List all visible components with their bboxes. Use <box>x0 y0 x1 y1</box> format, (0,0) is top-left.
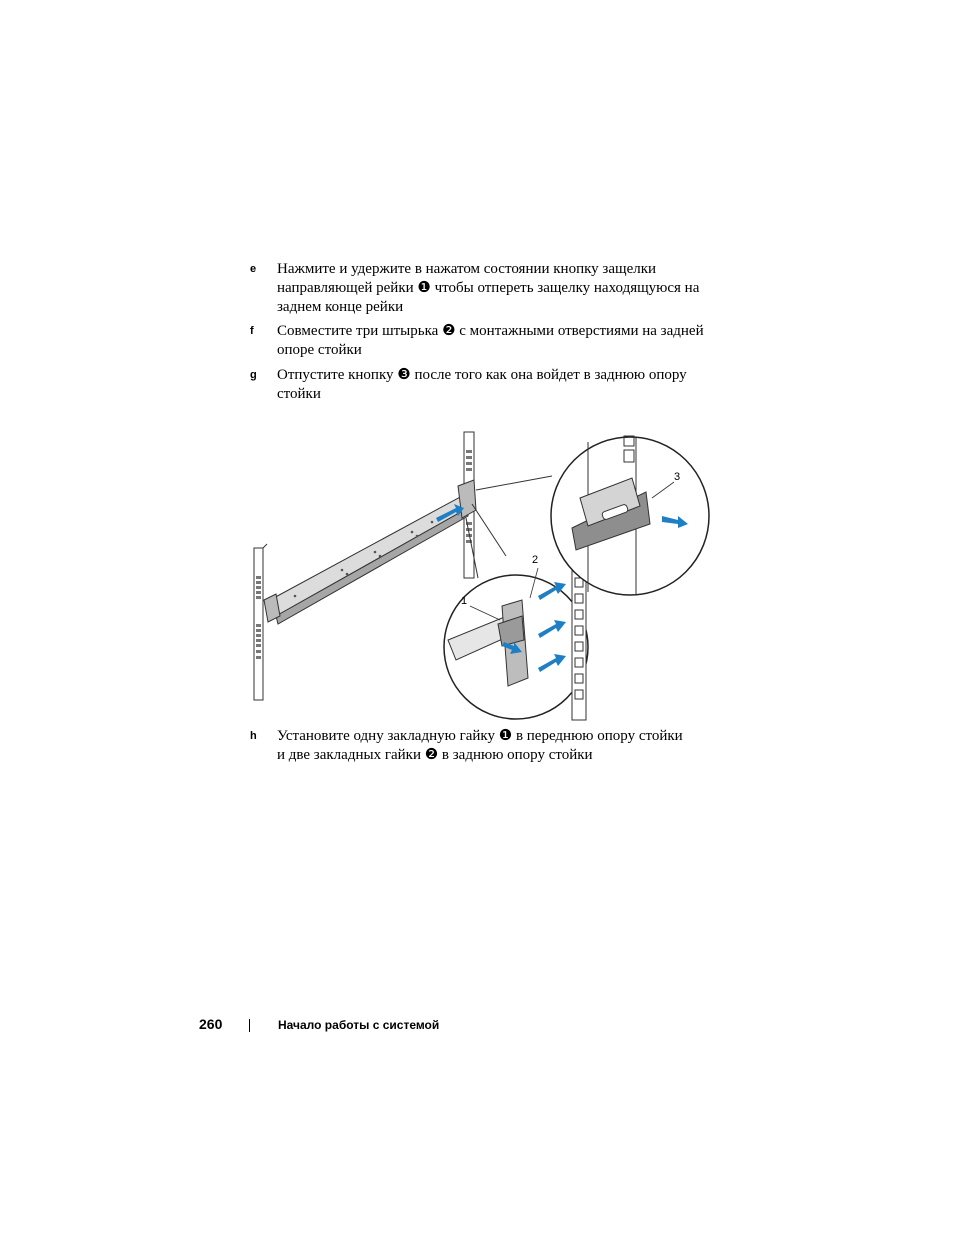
step-e <box>250 260 720 317</box>
step-letter: h <box>250 730 257 742</box>
step-line: и две закладных гайки ❷ в заднюю опору стойки <box>277 747 593 763</box>
callout-1: 1 <box>461 595 468 607</box>
step-g <box>250 366 720 404</box>
step-text <box>277 322 720 360</box>
detail-inset-latch <box>551 436 709 595</box>
page-footer <box>0 1016 954 1036</box>
front-rack-post <box>254 544 267 700</box>
step-letter: g <box>250 369 257 381</box>
callout-3: 3 <box>674 471 681 483</box>
step-line: Отпустите кнопку ❸ после того как она войдет в заднюю опору <box>277 367 687 383</box>
rail-installation-illustration <box>250 428 715 723</box>
sliding-rail <box>264 480 476 624</box>
step-text <box>277 366 720 404</box>
step-line: опоре стойки <box>277 342 362 358</box>
step-line: Нажмите и удержите в нажатом состоянии кнопку защелки <box>277 261 657 277</box>
detail-inset-pins <box>444 560 588 720</box>
step-line: Совместите три штырька ❷ с монтажными отверстиями на задней <box>277 323 704 339</box>
step-text <box>277 727 720 765</box>
detail-leader-lines <box>466 476 552 578</box>
step-line: заднем конце рейки <box>277 299 404 315</box>
step-text <box>277 260 720 317</box>
step-h <box>250 727 720 765</box>
page-number: 260 <box>199 1016 223 1032</box>
callout-2: 2 <box>532 554 539 566</box>
step-line: Установите одну закладную гайку ❶ в переднюю опору стойки <box>277 728 683 744</box>
step-f <box>250 322 720 360</box>
footer-divider <box>249 1019 250 1032</box>
step-line: стойки <box>277 386 321 402</box>
step-letter: e <box>250 263 257 275</box>
step-letter: f <box>250 325 254 337</box>
section-title: Начало работы с системой <box>278 1018 440 1032</box>
step-line: направляющей рейки ❶ чтобы отпереть защелку находящуюся на <box>277 280 700 296</box>
